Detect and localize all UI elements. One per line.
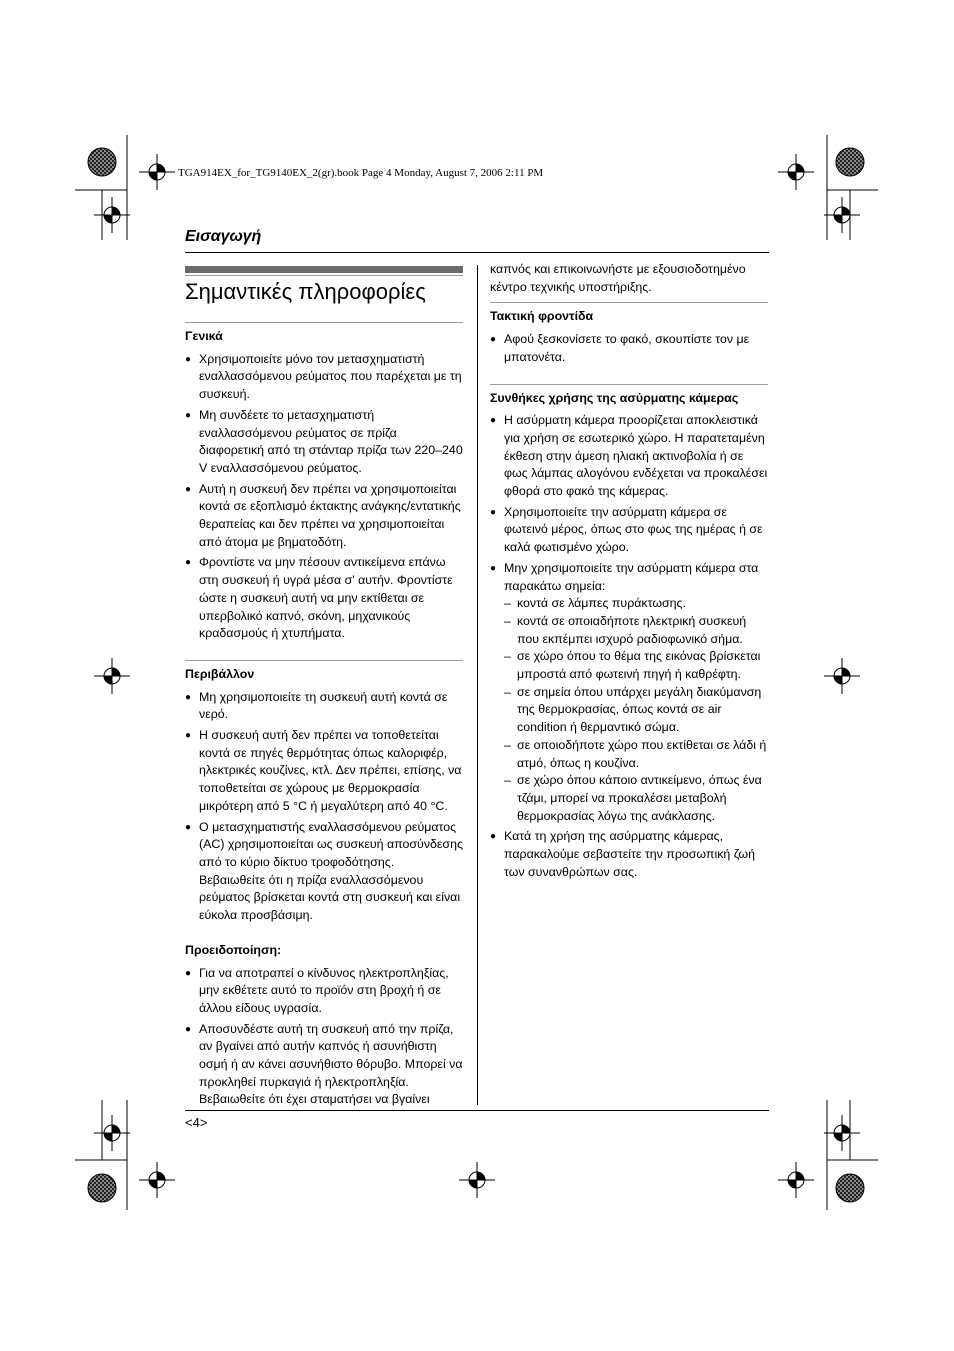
section-rule: [490, 384, 768, 385]
list-item: ● Αφού ξεσκονίσετε το φακό, σκουπίστε τον με μπατονέτα.: [490, 331, 768, 366]
section-environment: [185, 660, 463, 925]
section-general: [185, 322, 463, 643]
sub-list-item: – σε σημεία όπου υπάρχει μεγάλη διακύμανση της θερμοκρασίας, όπως κοντά σε air condition ή θερμαντικό σώμα.: [504, 684, 768, 737]
section-label: Εισαγωγή: [185, 228, 262, 245]
title-bar: [185, 266, 463, 273]
print-header: TGA914EX_for_TG9140EX_2(gr).book Page 4 Monday, August 7, 2006 2:11 PM: [178, 167, 544, 179]
section-heading: Συνθήκες χρήσης της ασύρματης κάμερας: [490, 390, 739, 405]
bullet-list: [185, 689, 463, 925]
list-item: [490, 560, 768, 826]
crop-mark-bottom-left: [75, 1100, 175, 1210]
page-title: Σημαντικές πληροφορίες: [185, 279, 426, 304]
list-item-text: Μην χρησιμοποιείτε την ασύρματη κάμερα στα παρακάτω σημεία:: [504, 560, 759, 593]
left-column: [185, 322, 463, 1126]
column-divider: [477, 265, 478, 1105]
crop-mark-top-right: [778, 135, 878, 240]
section-heading: Γενικά: [185, 329, 223, 343]
section-heading: Προειδοποίηση:: [185, 942, 282, 957]
sub-list-item: – σε χώρο όπου κάποιο αντικείμενο, όπως ένα τζάμι, μπορεί να προκαλέσει μεταβολή θερμοκρασίας λόγω της ανάκλασης.: [504, 772, 768, 825]
section-warning: [185, 942, 463, 1109]
section-rule: [185, 322, 463, 323]
right-column: [490, 261, 768, 899]
crop-mark-top-left: [75, 135, 175, 240]
header-rule: [185, 252, 769, 253]
footer-rule: [185, 1110, 769, 1111]
crop-mark-bottom-center: [459, 1162, 495, 1198]
section-conditions: [490, 384, 768, 882]
crop-mark-left-middle: [94, 658, 130, 694]
section-heading: Περιβάλλον: [185, 666, 255, 681]
crop-mark-right-middle: [824, 658, 860, 694]
bullet-list: [490, 331, 768, 366]
sub-list-item: – σε οποιοδήποτε χώρο που εκτίθεται σε λάδι ή ατμό, όπως η κουζίνα.: [504, 737, 768, 772]
title-bar-line: [185, 275, 463, 276]
list-item: ● Για να αποτραπεί ο κίνδυνος ηλεκτροπληξίας, μην εκθέτετε αυτό το προϊόν στη βροχή ή σε άλλου είδους υγρασία.: [185, 965, 463, 1018]
list-item: ● Η συσκευή αυτή δεν πρέπει να τοποθετείται κοντά σε πηγές θερμότητας όπως καλοριφέρ, ηλεκτρικές κουζίνες, κτλ. Δεν πρέπει, επίσης, να τοποθετείται σε χώρους με θερμοκρασία μικρότερη από 5 °C ή μεγαλύτερη από 40 °C.: [185, 727, 463, 816]
section-heading: Τακτική φροντίδα: [490, 309, 594, 324]
sub-list-item: – κοντά σε οποιαδήποτε ηλεκτρική συσκευή που εκπέμπει ισχυρό ραδιοφωνικό σήμα.: [504, 613, 768, 648]
bullet-list: [185, 351, 463, 643]
list-item: ● Η ασύρματη κάμερα προορίζεται αποκλειστικά για χρήση σε εσωτερικό χώρο. Η παρατεταμένη έκθεση στην άμεση ηλιακή ακτινοβολία ή σε φως λάμπας αλογόνου ενδέχεται να προκαλέσει φθορά στο φακό της κάμερας.: [490, 412, 768, 501]
sub-list-item: – σε χώρο όπου το θέμα της εικόνας βρίσκεται μπροστά από φωτεινή πηγή ή καθρέφτη.: [504, 648, 768, 683]
list-item: ● Ο μετασχηματιστής εναλλασσόμενου ρεύματος (AC) χρησιμοποιείται ως συσκευή αποσύνδεσης από το κύριο δίκτυο τροφοδότησης. Βεβαιωθείτε ότι η πρίζα εναλλασσόμενου ρεύματος βρίσκεται κοντά στη συσκευή και είναι εύκολα προσβάσιμη.: [185, 819, 463, 925]
list-item: ● Αυτή η συσκευή δεν πρέπει να χρησιμοποιείται κοντά σε εξοπλισμό έκτακτης ανάγκης/εντατικής θεραπείας και δεν πρέπει να χρησιμοποιείται από άτομα με βηματοδότη.: [185, 481, 463, 552]
section-rule: [490, 302, 768, 303]
dash-list: [504, 595, 768, 825]
warning-continuation: καπνός και επικοινωνήστε με εξουσιοδοτημένο κέντρο τεχνικής υποστήριξης.: [490, 262, 746, 294]
bullet-list: [185, 965, 463, 1110]
section-rule: [185, 660, 463, 661]
section-maintenance: [490, 302, 768, 366]
list-item: ● Χρησιμοποιείτε μόνο τον μετασχηματιστή εναλλασσόμενου ρεύματος που παρέχεται με τη συσκευή.: [185, 351, 463, 404]
list-item: ● Κατά τη χρήση της ασύρματης κάμερας, παρακαλούμε σεβαστείτε την προσωπική ζωή των συνανθρώπων σας.: [490, 828, 768, 881]
crop-mark-bottom-right: [778, 1100, 878, 1210]
list-item: ● Χρησιμοποιείτε την ασύρματη κάμερα σε φωτεινό μέρος, όπως στο φως της ημέρας ή σε καλά φωτισμένο χώρο.: [490, 504, 768, 557]
list-item: ● Φροντίστε να μην πέσουν αντικείμενα επάνω στη συσκευή ή υγρά μέσα σ' αυτήν. Φροντίστε ώστε η συσκευή αυτή να μην εκτίθεται σε υπερβολικό καπνό, σκόνη, μηχανικούς κραδασμούς ή χτυπήματα.: [185, 554, 463, 643]
list-item: ● Αποσυνδέστε αυτή τη συσκευή από την πρίζα, αν βγαίνει από αυτήν καπνός ή ασυνήθιστη οσμή ή αν κάνει ασυνήθιστο θόρυβο. Μπορεί να προκληθεί πυρκαγιά ή ηλεκτροπληξία. Βεβαιωθείτε ότι έχει σταματήσει να βγαίνει: [185, 1021, 463, 1110]
list-item: ● Μη συνδέετε το μετασχηματιστή εναλλασσόμενου ρεύματος σε πρίζα διαφορετική από τη στάνταρ πρίζα των 220–240 V εναλλασσόμενου ρεύματος.: [185, 407, 463, 478]
sub-list-item: – κοντά σε λάμπες πυράκτωσης.: [504, 595, 768, 613]
page-number: <4>: [185, 1115, 208, 1130]
bullet-list: [490, 412, 768, 881]
list-item: ● Μη χρησιμοποιείτε τη συσκευή αυτή κοντά σε νερό.: [185, 689, 463, 724]
